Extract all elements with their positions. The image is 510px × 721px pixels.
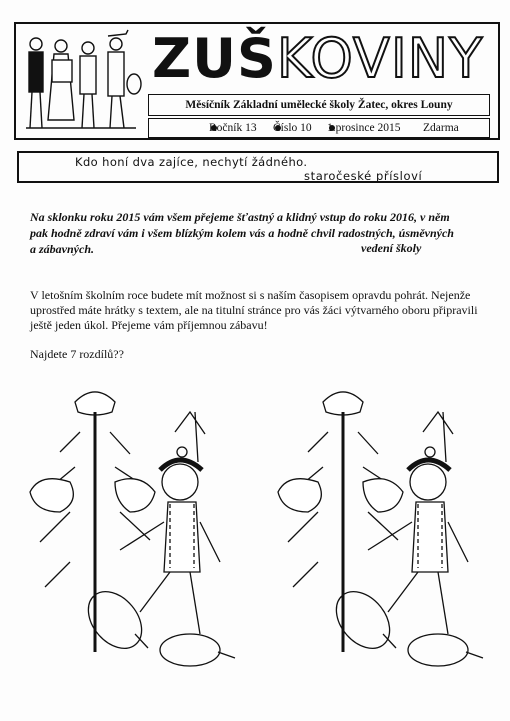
puzzle-prompt: Najdete 7 rozdílů??	[30, 347, 124, 361]
proverb-text: Kdo honí dva zajíce, nechytí žádného.	[75, 155, 308, 169]
drawing-modified	[278, 392, 483, 666]
carolers-illustration-icon	[16, 24, 146, 138]
season-greeting: Na sklonku roku 2015 vám všem přejeme šťastný a klidný vstup do roku 2016, v něm pak hodně zdraví vám i všem blízkým kolem vás a hodně chvil radostných, úsměvných a zábavných.	[30, 210, 454, 256]
drawing-original	[30, 392, 235, 666]
masthead	[14, 22, 500, 140]
issue-number: Číslo 10	[273, 122, 312, 134]
masthead-subtitle: Měsíčník Základní umělecké školy Žatec, okres Louny	[148, 94, 490, 116]
spot-the-difference-drawings	[20, 372, 500, 672]
issue-info-bar	[148, 118, 490, 138]
masthead-title	[152, 27, 484, 90]
issue-volume: Ročník 13	[209, 122, 257, 134]
proverb-box	[17, 151, 499, 183]
greeting-signature: vedení školy	[361, 241, 422, 255]
issue-date: 1.prosince 2015	[327, 122, 401, 134]
title-special-letter: Š	[237, 27, 277, 90]
title-bold-part: ZU	[152, 27, 238, 90]
intro-paragraph: V letošním školním roce budete mít možnost si s naším časopisem opravdu pohrát. Nejenže uprostřed máte hrátky s textem, ale na titulní stránce pro vás žáci výtvarného oboru připravili ještě jeden úkol. Přejeme vám příjemnou zábavu!	[30, 288, 478, 332]
title-outline-part: KOVINY	[276, 27, 484, 90]
issue-price: Zdarma	[423, 122, 459, 134]
proverb-source: staročeské přísloví	[304, 169, 423, 183]
